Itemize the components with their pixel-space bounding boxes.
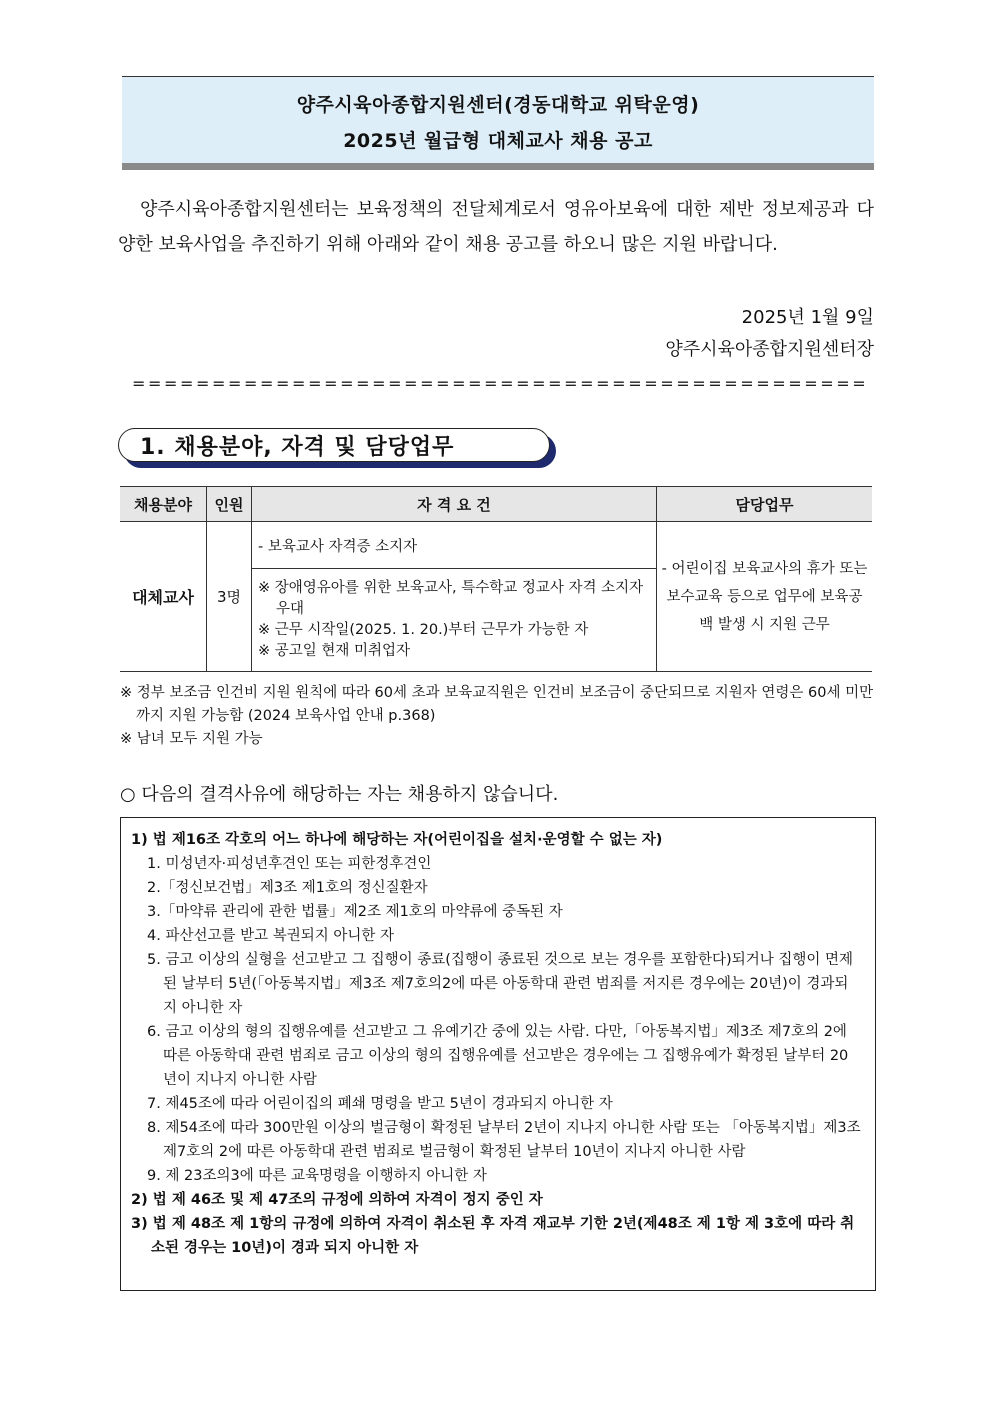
title-box [122,76,874,163]
list-item: 5. 금고 이상의 실형을 선고받고 그 집행이 종료(집행이 종료된 것으로 보는 경우를 포함한다)되거나 집행이 면제된 날부터 5년(「아동복지법」제3조 제7호의2에 따른 아동학대 관련 범죄를 저지른 경우에는 20년)이 경과되지 아니한 자 [147,952,853,1016]
signature: 양주시육아종합지원센터장 [665,339,874,360]
table-row [120,522,872,569]
header-field: 채용분야 [120,487,207,522]
table-notes [120,682,880,751]
list-item: 3.「마약류 관리에 관한 법률」제2조 제1호의 마약류에 중독된 자 [147,904,563,920]
section-banner [118,428,558,468]
disqualification-heading: ○ 다음의 결격사유에 해당하는 자는 채용하지 않습니다. [120,784,559,805]
list-item: 2.「정신보건법」제3조 제1호의 정신질환자 [147,880,428,896]
header-qualification: 자 격 요 건 [252,487,657,522]
intro-text: 양주시육아종합지원센터는 보육정책의 전달체계로서 영유아보육에 대한 제반 정보제공과 다양한 보육사업을 추진하기 위해 아래와 같이 채용 공고를 하오니 많은 지원 바랍니다. [118,199,874,255]
section-heading: 1. 채용분야, 자격 및 담당업무 [140,435,455,460]
rule-1-title: 1) 법 제16조 각호의 어느 하나에 해당하는 자(어린이집을 설치·운영할 수 없는 자) [131,832,663,848]
list-item: 4. 파산선고를 받고 복권되지 아니한 자 [147,928,394,944]
header-count: 인원 [207,487,252,522]
list-item: 9. 제 23조의3에 따른 교육명령을 이행하지 아니한 자 [147,1168,487,1184]
note-item: ※ 정부 보조금 인건비 지원 원칙에 따라 60세 초과 보육교직원은 인건비 보조금이 중단되므로 지원자 연령은 60세 미만까지 지원 가능함 (2024 보육사업 안내 p.368) [120,685,874,724]
qualification-main: - 보육교사 자격증 소지자 [252,522,657,569]
rule-2: 2) 법 제 46조 및 제 47조의 규정에 의하여 자격이 정지 중인 자 [131,1192,543,1208]
intro-paragraph [118,192,874,262]
recruitment-table [120,486,872,672]
title-line-1: 양주시육아종합지원센터(경동대학교 위탁운영) [296,94,700,116]
rule-3: 3) 법 제 48조 제 1항의 규정에 의하여 자격이 취소된 후 자격 재교부 기한 2년(제48조 제 1항 제 3호에 따라 취소된 경우는 10년)이 경과 되지 아니한 자 [131,1216,855,1256]
disqualification-box [120,817,876,1291]
note-item: ※ 남녀 모두 지원 가능 [120,731,263,747]
notice-date: 2025년 1월 9일 [741,307,874,328]
list-item: 7. 제45조에 따라 어린이집의 폐쇄 명령을 받고 5년이 경과되지 아니한 자 [147,1096,613,1112]
qualification-notes [252,569,657,672]
qualification-note: ※ 장애영유아를 위한 보육교사, 특수학교 정교사 자격 소지자 우대 [258,580,644,617]
list-item: 6. 금고 이상의 형의 집행유예를 선고받고 그 유예기간 중에 있는 사람. 다만,「아동복지법」제3조 제7호의 2에 따른 아동학대 관련 범죄로 금고 이상의 형의 집행유예를 선고받은 경우에는 그 집행유예가 확정된 날부터 20년이 지나지 아니한 사람 [147,1024,849,1088]
list-item: 8. 제54조에 따라 300만원 이상의 벌금형이 확정된 날부터 2년이 지나지 아니한 사람 또는 「아동복지법」제3조 제7호의 2에 따른 아동학대 관련 범죄로 벌금형이 확정된 날부터 10년이 지나지 아니한 사람 [147,1120,861,1160]
qualification-note: ※ 근무 시작일(2025. 1. 20.)부터 근무가 가능한 자 [258,622,589,638]
title-line-2: 2025년 월급형 대체교사 채용 공고 [343,130,653,152]
list-item: 1. 미성년자·피성년후견인 또는 피한정후견인 [147,856,432,872]
qualification-note: ※ 공고일 현재 미취업자 [258,643,411,659]
table-header-row [120,487,872,522]
header-duty: 담당업무 [657,487,873,522]
field-cell: 대체교사 [120,522,207,672]
divider-line: ============================================== [132,374,869,393]
duty-cell: - 어린이집 보육교사의 휴가 또는 보수교육 등으로 업무에 보육공백 발생 시 지원 근무 [657,522,873,672]
count-cell: 3명 [207,522,252,672]
